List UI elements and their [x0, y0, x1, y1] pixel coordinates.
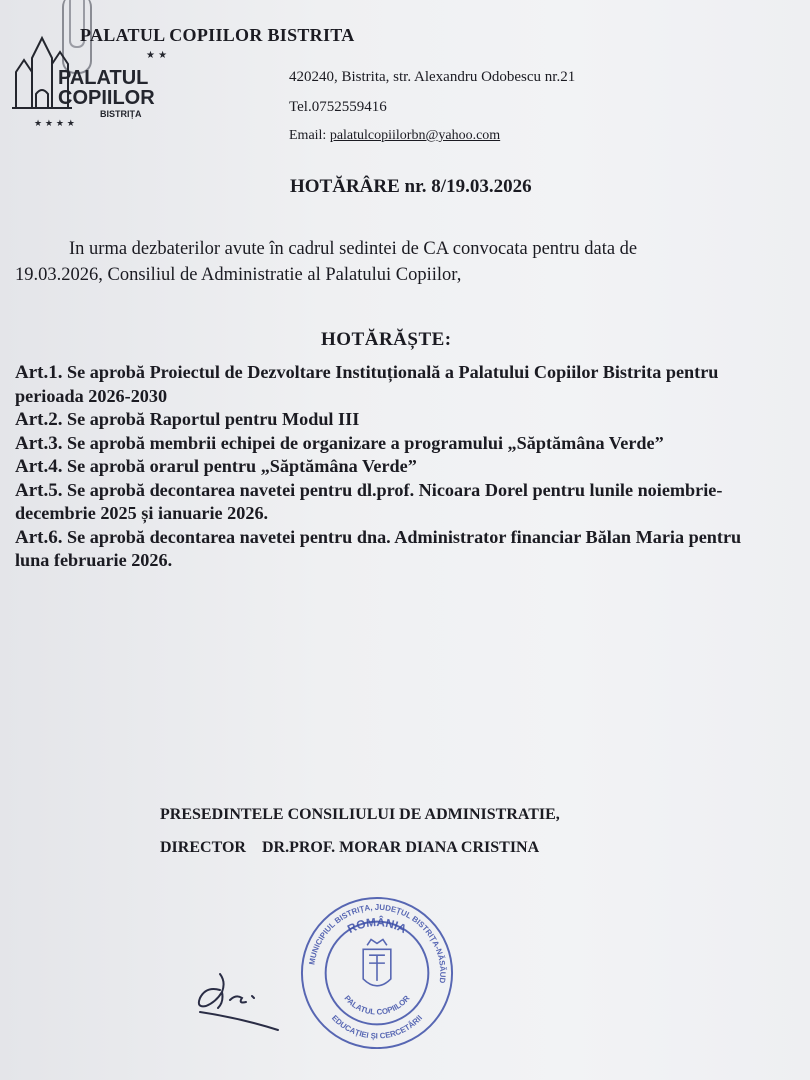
article-label: Art.5. — [15, 479, 63, 501]
email-label: Email: — [289, 128, 327, 143]
signatory-name: DR.PROF. MORAR DIANA CRISTINA — [261, 839, 540, 856]
intro-paragraph — [15, 236, 735, 288]
article-1 — [15, 361, 750, 408]
signatory-role: DIRECTOR — [160, 839, 246, 856]
article-5 — [15, 479, 750, 526]
intro-line-1: In urma dezbaterilor avute în cadrul sedintei de CA convocata pentru data de — [69, 239, 638, 259]
address: 420240, Bistrita, str. Alexandru Odobescu nr.21 — [289, 69, 576, 85]
article-label: Art.6. — [15, 526, 63, 548]
svg-text:EDUCAȚIEI ȘI CERCETĂRII — [330, 1013, 424, 1040]
stamp-inner-text: PALATUL COPIILOR — [342, 993, 412, 1017]
articles-list — [15, 361, 750, 573]
stamp-bottom-text: EDUCAȚIEI ȘI CERCETĂRII — [329, 1013, 425, 1041]
article-text: Se aprobă decontarea navetei pentru dna. Administrator financiar Bălan Maria pentru luna februarie 2026. — [15, 526, 742, 570]
article-2 — [15, 408, 750, 432]
article-label: Art.1. — [15, 362, 63, 383]
svg-text:ROMÂNIA — [345, 914, 409, 936]
article-6 — [15, 526, 750, 573]
article-text: Se aprobă membrii echipei de organizare a programului „Săptămâna Verde” — [67, 432, 664, 453]
stamp-ring-text: MUNICIPIUL BISTRIȚA, JUDEȚUL BISTRIȚA-NĂSĂUD — [307, 902, 448, 984]
phone: Tel.0752559416 — [289, 99, 387, 115]
handwritten-signature-icon — [190, 968, 285, 1033]
article-label: Art.2. — [15, 409, 63, 430]
logo-text-bistrita: BISTRIȚA — [100, 109, 142, 119]
signatory-line — [160, 831, 560, 864]
stamp-top-text: ROMÂNIA — [345, 914, 409, 937]
article-text: Se aprobă Raportul pentru Modul III — [67, 409, 360, 429]
article-text: Se aprobă Proiectul de Dezvoltare Instituțională a Palatului Copiilor Bistrita pentru perioada 2026-2030 — [15, 362, 719, 406]
official-stamp-icon — [298, 894, 456, 1052]
signature-block — [160, 798, 560, 864]
svg-text:PALATUL COPIILOR — [342, 994, 411, 1017]
article-3 — [15, 432, 750, 456]
article-label: Art.4. — [15, 456, 63, 477]
organization-title: PALATUL COPIILOR BISTRITA — [80, 25, 355, 45]
signatory-title: PRESEDINTELE CONSILIULUI DE ADMINISTRATIE, — [160, 806, 560, 823]
article-text: Se aprobă decontarea navetei pentru dl.prof. Nicoara Dorel pentru lunile noiembrie-decembrie 2025 și ianuarie 2026. — [15, 479, 723, 523]
logo-text-palatul: PALATUL — [58, 67, 149, 89]
email-line — [289, 128, 500, 144]
svg-text:★ ★ ★ ★: ★ ★ ★ ★ — [34, 119, 75, 129]
decision-heading: HOTĂRĂȘTE: — [321, 329, 452, 350]
svg-text:★ ★: ★ ★ — [146, 50, 168, 61]
document-title: HOTĂRÂRE nr. 8/19.03.2026 — [290, 176, 532, 197]
logo-text-copiilor: COPIILOR — [58, 87, 155, 109]
article-4 — [15, 455, 750, 479]
email-link[interactable]: palatulcopiilorbn@yahoo.com — [329, 128, 501, 143]
article-text: Se aprobă orarul pentru „Săptămâna Verde” — [67, 456, 417, 476]
article-label: Art.3. — [15, 432, 63, 454]
intro-line-2: 19.03.2026, Consiliul de Administratie al Palatului Copiilor, — [15, 265, 462, 285]
